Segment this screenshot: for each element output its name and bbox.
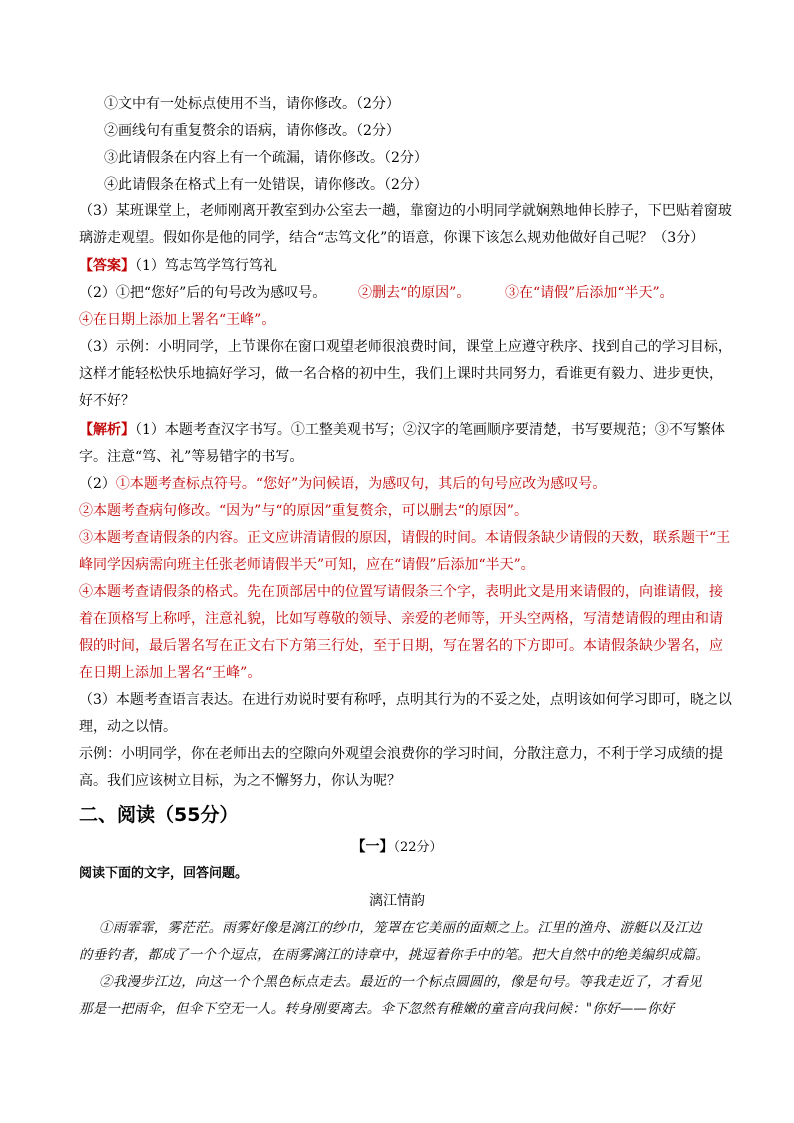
question-item-1: ①文中有一处标点使用不当，请你修改。（2分）	[104, 96, 400, 112]
section-heading: 二、阅读（55分）	[79, 804, 239, 826]
answer-line-1	[79, 256, 277, 276]
answer-2-part-3: ③在“请假”后添加“半天”。	[505, 285, 674, 301]
question-item-2: ②画线句有重复赘余的语病，请你修改。（2分）	[104, 123, 400, 139]
reading-instruction: 阅读下面的文字，回答问题。	[79, 866, 249, 881]
answer-line-2	[79, 283, 326, 303]
answer-3-line-1: （3）示例：小明同学，上节课你在窗口观望老师很浪费时间，课堂上应遵守秩序、找到自己的学习目标，	[79, 339, 732, 355]
question-3-line-1: （3）某班课堂上，老师刚离开教室到办公室去一趟，靠窗边的小明同学就娴熟地伸长脖子，下巴贴着窗玻	[79, 203, 732, 219]
analysis-3-line-4: 高。我们应该树立目标，为之不懈努力，你认为呢？	[79, 773, 401, 789]
analysis-2-line-8: 在日期上添加上署名“王峰”。	[79, 665, 262, 681]
analysis-tag: 【解析】	[79, 422, 135, 438]
analysis-2-item-1: ①本题考查标点符号。“您好”为问候语，为感叹句，其后的句号应改为感叹号。	[115, 476, 607, 492]
analysis-2-prefix: （2）	[79, 476, 116, 492]
passage-para-1-line-1: ①雨霏霏，雾茫茫。雨雾好像是漓江的纱巾，笼罩在它美丽的面颊之上。江里的渔舟、游艇以及江边	[99, 920, 702, 936]
answer-3-line-2: 这样才能轻松快乐地搞好学习，做一名合格的初中生，我们上课时共同努力，看谁更有毅力、进步更快，	[79, 366, 723, 382]
analysis-3-line-3: 示例：小明同学，你在老师出去的空隙向外观望会浪费你的学习时间，分散注意力，不利于学习成绩的提	[79, 746, 723, 762]
analysis-2-line-3: ③本题考查请假条的内容。正文应讲清请假的原因，请假的时间。本请假条缺少请假的天数，联系题干“王	[79, 530, 731, 546]
passage-para-2-line-2: 那是一把雨伞，但伞下空无一人。转身刚要离去。伞下忽然有稚嫩的童音向我问候："你好——你好	[79, 1001, 675, 1017]
passage-title: 漓江情韵	[369, 893, 425, 909]
analysis-2-line-5: ④本题考查请假条的格式。先在顶部居中的位置写请假条三个字，表明此文是用来请假的，向谁请假，接	[79, 584, 723, 600]
analysis-2-line-1	[79, 474, 606, 494]
analysis-3-line-1: （3）本题考查语言表达。在进行劝说时要有称呼，点明其行为的不妥之处，点明该如何学习即可，晓之以	[79, 692, 732, 708]
analysis-3-line-2: 理，动之以情。	[79, 719, 177, 735]
answer-2-part-4: ④在日期上添加上署名“王峰”。	[79, 312, 276, 328]
analysis-1-line-1: （1）本题考查汉字书写。①工整美观书写；②汉字的笔画顺序要清楚，书写要规范；③不写繁体	[135, 422, 725, 438]
reading-part-score: （22分）	[393, 840, 443, 855]
passage-para-2-line-1: ②我漫步江边，向这一个个黑色标点走去。最近的一个标点圆圆的，像是句号。等我走近了，才看见	[99, 974, 702, 990]
answer-2-part-2: ②删去“的原因”。	[358, 285, 471, 301]
analysis-2-line-2: ②本题考查病句修改。“因为”与“的原因”重复赘余，可以删去“的原因”。	[79, 503, 528, 519]
analysis-line-1	[79, 420, 725, 440]
question-item-4: ④此请假条在格式上有一处错误，请你修改。（2分）	[104, 177, 428, 193]
question-3-line-2: 璃游走观望。假如你是他的同学，结合“志笃文化”的语意，你课下该怎么规劝他做好自己呢？（3分）	[79, 230, 705, 246]
analysis-2-line-7: 假的时间，最后署名写在正文右下方第三行处，至于日期，写在署名的下方即可。本请假条缺少署名，应	[79, 638, 723, 654]
reading-part-number: 【一】	[351, 839, 394, 855]
analysis-2-line-6: 着在顶格写上称呼，注意礼貌，比如写尊敬的领导、亲爱的老师等，开头空两格，写清楚请假的理由和请	[79, 611, 723, 627]
reading-part-label	[0, 837, 794, 858]
passage-para-1-line-2: 的垂钓者，都成了一个个逗点，在雨雾漓江的诗章中，挑逗着你手中的笔。把大自然中的绝美编织成篇。	[79, 947, 710, 963]
answer-2-prefix: （2）	[79, 285, 116, 301]
answer-3-line-3: 好不好？	[79, 393, 135, 409]
answer-1: （1）笃志笃学笃行笃礼	[135, 258, 277, 274]
analysis-1-line-2: 字。注意“笃、礼”等易错字的书写。	[79, 449, 304, 465]
question-item-3: ③此请假条在内容上有一个疏漏，请你修改。（2分）	[104, 150, 428, 166]
analysis-2-line-4: 峰同学因病需向班主任张老师请假半天”可知，应在“请假”后添加“半天”。	[79, 557, 535, 573]
answer-2-part-1: ①把“您好”后的句号改为感叹号。	[115, 285, 327, 301]
answer-tag: 【答案】	[79, 258, 135, 274]
